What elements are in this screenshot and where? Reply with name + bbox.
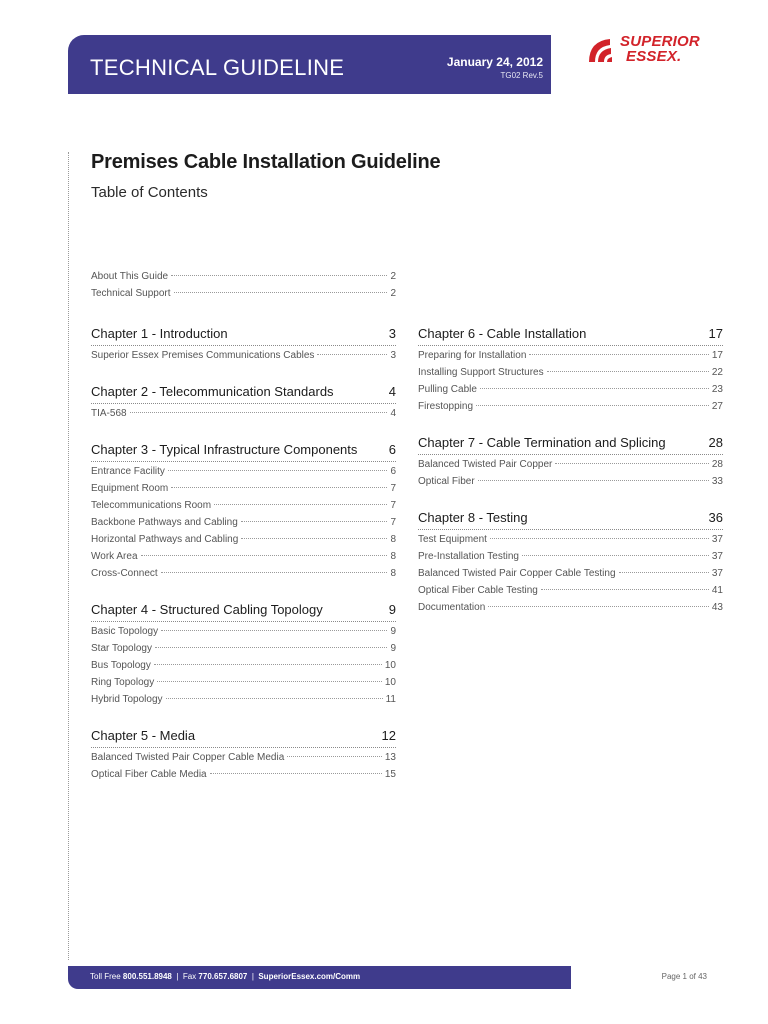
dot-leader [174,292,388,293]
dot-leader [541,589,709,590]
toc-entry-label: Work Area [91,551,138,562]
header-band [68,35,551,94]
toc-entry-page: 10 [384,660,396,671]
chapter-title: Chapter 5 - Media [91,728,196,743]
toc-entry-page: 28 [711,459,723,470]
dot-leader [166,698,383,699]
toc-entry-page: 41 [711,585,723,596]
toc-entry-label: Test Equipment [418,534,487,545]
dot-leader [157,681,382,682]
dot-leader [317,354,387,355]
footer-contact [90,972,360,981]
dot-leader [141,555,388,556]
toc-entry[interactable] [91,677,396,694]
dot-leader [210,773,382,774]
dot-leader [241,538,387,539]
fax-label: Fax [182,972,197,981]
dot-leader [476,405,709,406]
toc-entry-label: Firestopping [418,401,474,412]
superior-essex-logo [586,34,746,68]
toc-entry-label: Pulling Cable [418,384,477,395]
toc-entry[interactable] [418,459,723,476]
toc-entry-label: Hybrid Topology [91,694,163,705]
footer-band [68,966,571,989]
toc-chapter [91,384,396,425]
chapter-page: 12 [381,728,396,743]
dot-leader [130,412,388,413]
footer-separator: | [251,972,254,981]
chapter-heading[interactable] [91,728,396,748]
toc-entry-page: 37 [711,534,723,545]
toc-entry-page: 8 [390,534,396,545]
dot-leader [619,572,709,573]
toc-entry-label: Optical Fiber Cable Testing [418,585,538,596]
toc-chapter [418,510,723,619]
page-number: Page 1 of 43 [661,972,707,981]
toc-entry-label: Equipment Room [91,483,169,494]
dot-leader [488,606,709,607]
website-link[interactable]: SuperiorEssex.com/Comm [258,972,361,981]
toc-entry[interactable] [91,551,396,568]
toc-entry[interactable] [91,534,396,551]
toc-entry-label: Balanced Twisted Pair Copper [418,459,553,470]
toc-entry[interactable] [91,288,396,305]
toc-entry[interactable] [91,517,396,534]
toc-entry-page: 22 [711,367,723,378]
dot-leader [241,521,388,522]
dot-leader [480,388,709,389]
toc-entry[interactable] [418,367,723,384]
dot-leader [161,572,388,573]
toc-entry[interactable] [418,585,723,602]
dot-leader [155,647,387,648]
dot-leader [214,504,387,505]
dot-leader [522,555,709,556]
superior-essex-logo-mark-icon [586,35,616,65]
chapter-title: Chapter 6 - Cable Installation [418,326,587,341]
toc-entry-label: Telecommunications Room [91,500,212,511]
toc-entry-page: 33 [711,476,723,487]
toc-entry-page: 2 [390,271,396,282]
dot-leader [287,756,382,757]
fax-number: 770.657.6807 [198,972,248,981]
toc-entry-page: 43 [711,602,723,613]
dot-leader [168,470,388,471]
toc-entry[interactable] [418,551,723,568]
chapter-page: 4 [388,384,396,399]
toc-entry[interactable] [91,643,396,660]
toc-entry-label: Horizontal Pathways and Cabling [91,534,239,545]
chapter-page: 28 [708,435,723,450]
toc-entry[interactable] [418,602,723,619]
toc-chapter [418,435,723,493]
dot-leader [547,371,709,372]
chapter-title: Chapter 2 - Telecommunication Standards [91,384,334,399]
logo-wordmark [620,34,700,64]
toc-entry-page: 37 [711,568,723,579]
chapter-heading[interactable] [418,435,723,455]
toc-entry[interactable] [418,568,723,585]
document-title: Premises Cable Installation Guideline [91,151,441,173]
footer-separator: | [176,972,179,981]
toc-entry-label: Basic Topology [91,626,159,637]
chapter-title: Chapter 8 - Testing [418,510,528,525]
dot-leader [171,487,387,488]
toc-entry[interactable] [91,660,396,677]
toc-entry-page: 7 [390,500,396,511]
toc-entry-label: Star Topology [91,643,152,654]
toc-chapter [418,326,723,418]
chapter-page: 6 [388,442,396,457]
dot-leader [490,538,709,539]
toc-entry-page: 9 [390,643,396,654]
toc-entry-label: Technical Support [91,288,171,299]
header-date: January 24, 2012 [446,55,543,69]
toc-entry-page: 17 [711,350,723,361]
toc-entry-page: 9 [390,626,396,637]
toc-entry[interactable] [418,476,723,493]
toc-entry-page: 8 [390,551,396,562]
toc-front-matter [91,271,396,305]
chapter-heading[interactable] [91,602,396,622]
document-subtitle: Table of Contents [91,184,208,201]
chapter-page: 17 [708,326,723,341]
toc-entry[interactable] [418,350,723,367]
toc-entry-page: 3 [390,350,396,361]
chapter-heading[interactable] [418,510,723,530]
toc-entry-label: Cross-Connect [91,568,158,579]
toc-entry[interactable] [91,769,396,786]
toc-entry-page: 23 [711,384,723,395]
toc-entry-page: 8 [390,568,396,579]
toc-entry-label: Optical Fiber Cable Media [91,769,207,780]
toc-entry-page: 11 [385,694,396,705]
toc-entry-label: About This Guide [91,271,169,282]
chapter-heading[interactable] [91,442,396,462]
chapter-heading[interactable] [91,384,396,404]
toc-entry[interactable] [91,694,396,711]
toll-free-label: Toll Free [90,972,121,981]
toc-entry[interactable] [418,534,723,551]
header-revision: TG02 Rev.5 [500,71,543,80]
dot-leader [171,275,387,276]
toc-entry-label: Balanced Twisted Pair Copper Cable Media [91,752,285,763]
toc-left-column [91,271,396,803]
chapter-page: 9 [388,602,396,617]
toc-right-column [418,326,723,636]
toc-entry[interactable] [91,483,396,500]
dot-leader [478,480,709,481]
chapter-title: Chapter 7 - Cable Termination and Splicing [418,435,666,450]
dot-leader [529,354,708,355]
chapter-title: Chapter 1 - Introduction [91,326,228,341]
toc-entry-label: Balanced Twisted Pair Copper Cable Testing [418,568,616,579]
toc-entry-label: Entrance Facility [91,466,165,477]
toc-entry-label: Installing Support Structures [418,367,544,378]
toc-chapter [91,728,396,786]
chapter-page: 36 [708,510,723,525]
logo-line-2: ESSEX. [626,48,682,65]
toc-entry-page: 10 [384,677,396,688]
toc-entry[interactable] [91,500,396,517]
toc-entry-label: Superior Essex Premises Communications Cables [91,350,315,361]
toc-entry-page: 13 [384,752,396,763]
toc-entry-label: Optical Fiber [418,476,475,487]
toc-entry[interactable] [91,568,396,585]
header-title: TECHNICAL GUIDELINE [90,55,345,80]
toc-entry-label: Bus Topology [91,660,151,671]
toc-entry-label: Documentation [418,602,486,613]
logo-line-1: SUPERIOR [620,33,700,50]
toc-chapter [91,602,396,711]
toc-entry[interactable] [91,408,396,425]
toc-entry-page: 4 [390,408,396,419]
toc-entry-page: 7 [390,517,396,528]
dot-leader [555,463,709,464]
toc-entry[interactable] [91,466,396,483]
chapter-page: 3 [388,326,396,341]
left-margin-rule [68,152,69,960]
toc-entry-page: 15 [384,769,396,780]
toc-entry[interactable] [91,350,396,367]
toc-entry[interactable] [91,271,396,288]
toc-entry-page: 2 [390,288,396,299]
toc-entry[interactable] [418,401,723,418]
toc-entry-label: TIA-568 [91,408,127,419]
toc-entry[interactable] [91,752,396,769]
toc-entry-page: 6 [390,466,396,477]
toc-entry-label: Preparing for Installation [418,350,527,361]
toc-entry-label: Ring Topology [91,677,155,688]
toc-entry-page: 37 [711,551,723,562]
toc-entry-label: Backbone Pathways and Cabling [91,517,238,528]
toc-entry-page: 7 [390,483,396,494]
chapter-heading[interactable] [418,326,723,346]
dot-leader [161,630,387,631]
toc-entry-page: 27 [711,401,723,412]
dot-leader [154,664,382,665]
chapter-title: Chapter 3 - Typical Infrastructure Components [91,442,358,457]
toc-entry[interactable] [91,626,396,643]
chapter-heading[interactable] [91,326,396,346]
toc-entry-label: Pre-Installation Testing [418,551,519,562]
toc-chapter [91,326,396,367]
toc-entry[interactable] [418,384,723,401]
chapter-title: Chapter 4 - Structured Cabling Topology [91,602,323,617]
toc-chapter [91,442,396,585]
toll-free-number: 800.551.8948 [122,972,172,981]
